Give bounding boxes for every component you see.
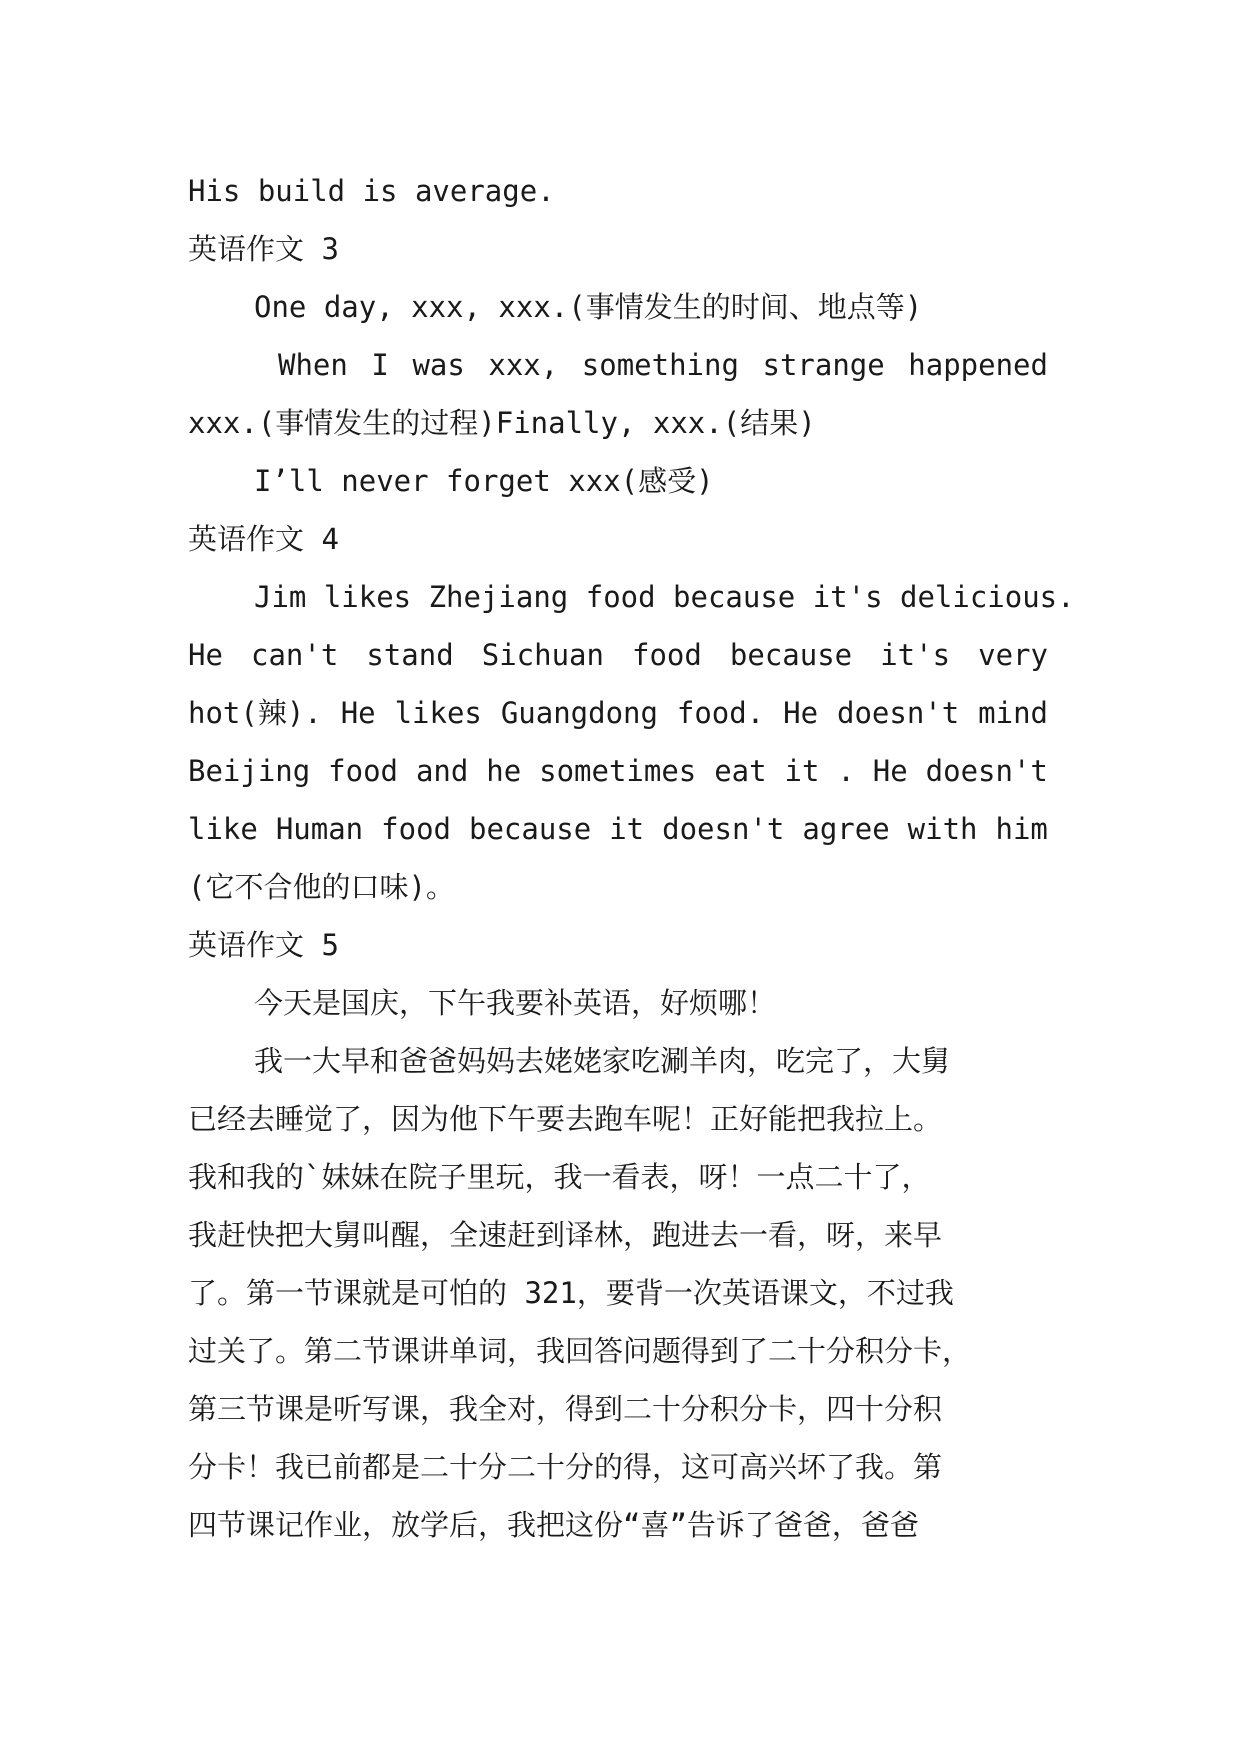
word: stand — [366, 638, 454, 672]
word: it — [609, 812, 645, 846]
text-line: I’ll never forget xxx(感受) — [254, 464, 714, 498]
text-line: (它不合他的口味)。 — [188, 870, 455, 904]
section-heading-5: 英语作文 5 — [188, 928, 339, 962]
word: Beijing — [188, 754, 311, 788]
text-line: 第三节课是听写课，我全对，得到二十分积分卡，四十分积 — [188, 1392, 943, 1426]
word: it's — [880, 638, 951, 672]
word: doesn't — [662, 812, 785, 846]
word: xxx, — [488, 348, 559, 382]
word: Sichuan — [481, 638, 604, 672]
word: likes — [394, 696, 482, 730]
justified-line — [188, 336, 1048, 394]
word: was — [412, 348, 465, 382]
word: food. — [676, 696, 765, 730]
justified-line — [188, 626, 1048, 684]
text-line: Jim likes Zhejiang food because it's delicious. — [254, 580, 1075, 614]
word: something — [581, 348, 739, 382]
word: . — [837, 754, 855, 788]
word: doesn't — [925, 754, 1048, 788]
text-line: His build is average. — [188, 174, 555, 208]
word: hot(辣). — [188, 696, 322, 730]
word: because — [729, 638, 853, 672]
word: He — [188, 638, 223, 672]
justified-line — [188, 742, 1048, 800]
text-line: 我赶快把大舅叫醒，全速赶到译林，跑进去一看，呀，来早 — [188, 1218, 943, 1252]
word: he — [486, 754, 522, 788]
word: He — [340, 696, 376, 730]
word: food — [328, 754, 398, 788]
word: When — [278, 348, 348, 382]
word: Guangdong — [500, 696, 658, 730]
word: mind — [978, 696, 1048, 730]
word: happened — [908, 348, 1048, 382]
word: and — [415, 754, 469, 788]
word: can't — [250, 638, 339, 672]
word: eat — [714, 754, 767, 788]
document-body — [188, 162, 1075, 1554]
word: He — [872, 754, 908, 788]
section-heading-4: 英语作文 4 — [188, 522, 339, 556]
word: very — [978, 638, 1048, 672]
justified-line — [188, 800, 1048, 858]
text-line: 过关了。第二节课讲单词，我回答问题得到了二十分积分卡， — [188, 1334, 972, 1368]
text-line: 分卡！我已前都是二十分二十分的得，这可高兴坏了我。第 — [188, 1450, 943, 1484]
text-line: 已经去睡觉了，因为他下午要去跑车呢！正好能把我拉上。 — [188, 1102, 943, 1136]
word: it — [784, 754, 820, 788]
text-line: 今天是国庆，下午我要补英语，好烦哪！ — [254, 986, 777, 1020]
text-line: 我一大早和爸爸妈妈去姥姥家吃涮羊肉，吃完了，大舅 — [254, 1044, 951, 1078]
word: him — [995, 812, 1048, 846]
word: food — [381, 812, 451, 846]
word: sometimes — [539, 754, 697, 788]
text-line: 我和我的`妹妹在院子里玩，我一看表，呀！一点二十了， — [188, 1160, 931, 1194]
text-line: xxx.(事情发生的过程)Finally, xxx.(结果) — [188, 406, 816, 440]
word: because — [469, 812, 592, 846]
text-line: One day, xxx, xxx.(事情发生的时间、地点等) — [254, 290, 923, 324]
word: food — [632, 638, 702, 672]
section-heading-3: 英语作文 3 — [188, 232, 339, 266]
word: strange — [762, 348, 885, 382]
word: agree — [802, 812, 890, 846]
word: doesn't — [837, 696, 960, 730]
text-line: 了。第一节课就是可怕的 321，要背一次英语课文，不过我 — [188, 1276, 954, 1310]
word: I — [371, 348, 389, 382]
word: like — [188, 812, 258, 846]
word: with — [907, 812, 978, 846]
word: Human — [275, 812, 364, 846]
text-line: 四节课记作业，放学后，我把这份“喜”告诉了爸爸，爸爸 — [188, 1508, 919, 1542]
word: He — [783, 696, 819, 730]
justified-line — [188, 684, 1048, 742]
